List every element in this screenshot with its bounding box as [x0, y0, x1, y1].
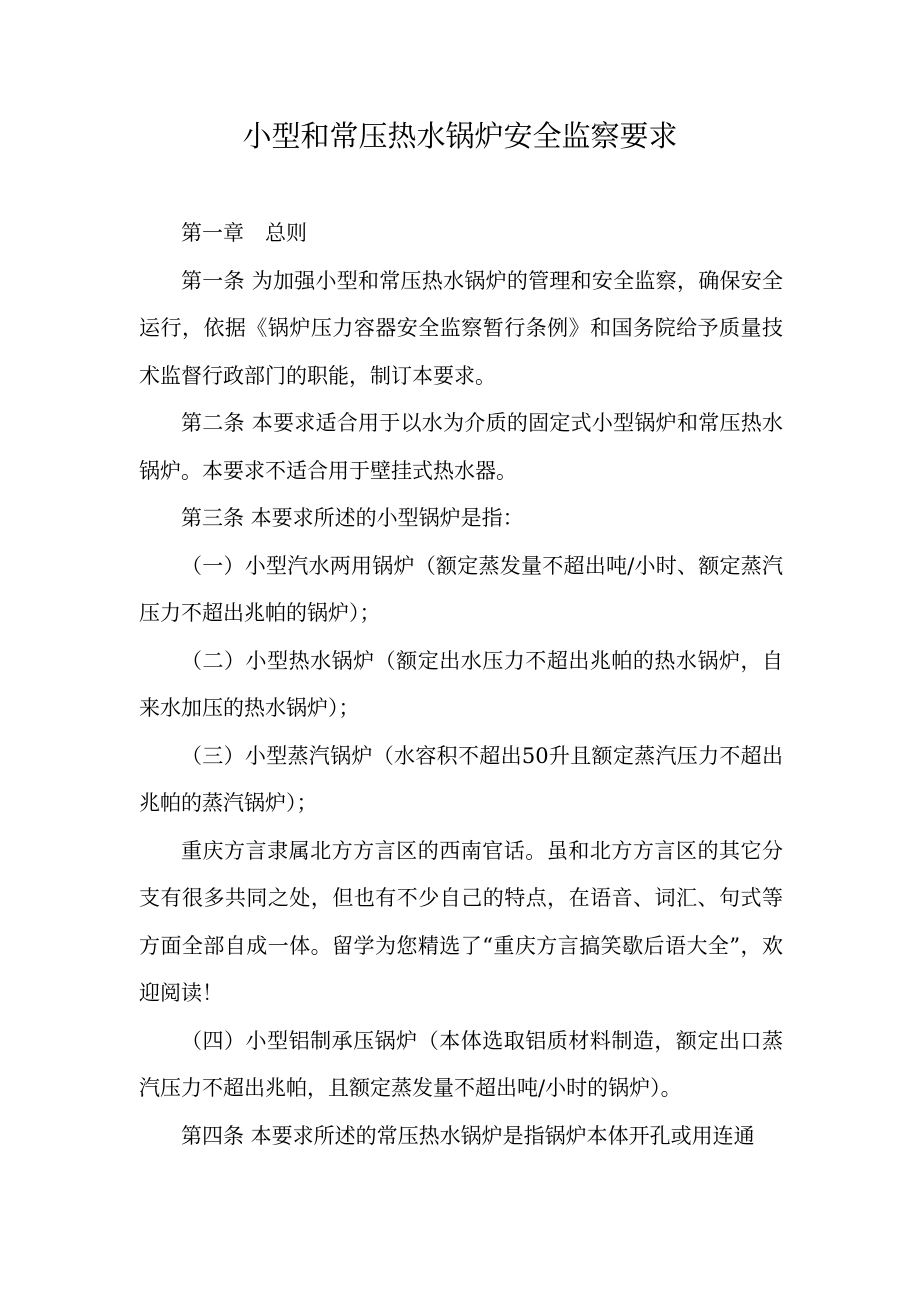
- inserted-paragraph: 重庆方言隶属北方方言区的西南官话。虽和北方方言区的其它分支有很多共同之处，但也有不少自己的特点，在语音、词汇、句式等方面全部自成一体。留学为您精选了“重庆方言搞笑歇后语大全”，欢迎阅读！: [139, 838, 783, 1005]
- article-3-paragraph: 第三条 本要求所述的小型锅炉是指：: [181, 506, 524, 530]
- article-2-paragraph: 第二条 本要求适合用于以水为介质的固定式小型锅炉和常压热水锅炉。本要求不适合用于壁挂式热水器。: [139, 411, 783, 483]
- document-title: 小型和常压热水锅炉安全监察要求: [242, 119, 678, 153]
- article-1-paragraph: 第一条 为加强小型和常压热水锅炉的管理和安全监察，确保安全运行，依据《锅炉压力容器安全监察暂行条例》和国务院给予质量技术监督行政部门的职能，制订本要求。: [139, 268, 783, 388]
- chapter-heading: 第一章 总则: [181, 221, 307, 245]
- article-3-item-3: （三）小型蒸汽锅炉（水容积不超出50升且额定蒸汽压力不超出兆帕的蒸汽锅炉）；: [139, 743, 783, 815]
- article-3-item-2: （二）小型热水锅炉（额定出水压力不超出兆帕的热水锅炉，自来水加压的热水锅炉）；: [139, 648, 783, 720]
- article-3-item-1: （一）小型汽水两用锅炉（额定蒸发量不超出吨/小时、额定蒸汽压力不超出兆帕的锅炉）；: [139, 553, 783, 625]
- article-4-paragraph: 第四条 本要求所述的常压热水锅炉是指锅炉本体开孔或用连通: [181, 1123, 755, 1148]
- document-body: [139, 210, 783, 1160]
- article-3-item-4: （四）小型铝制承压锅炉（本体选取铝质材料制造，额定出口蒸汽压力不超出兆帕，且额定蒸发量不超出吨/小时的锅炉）。: [139, 1028, 783, 1100]
